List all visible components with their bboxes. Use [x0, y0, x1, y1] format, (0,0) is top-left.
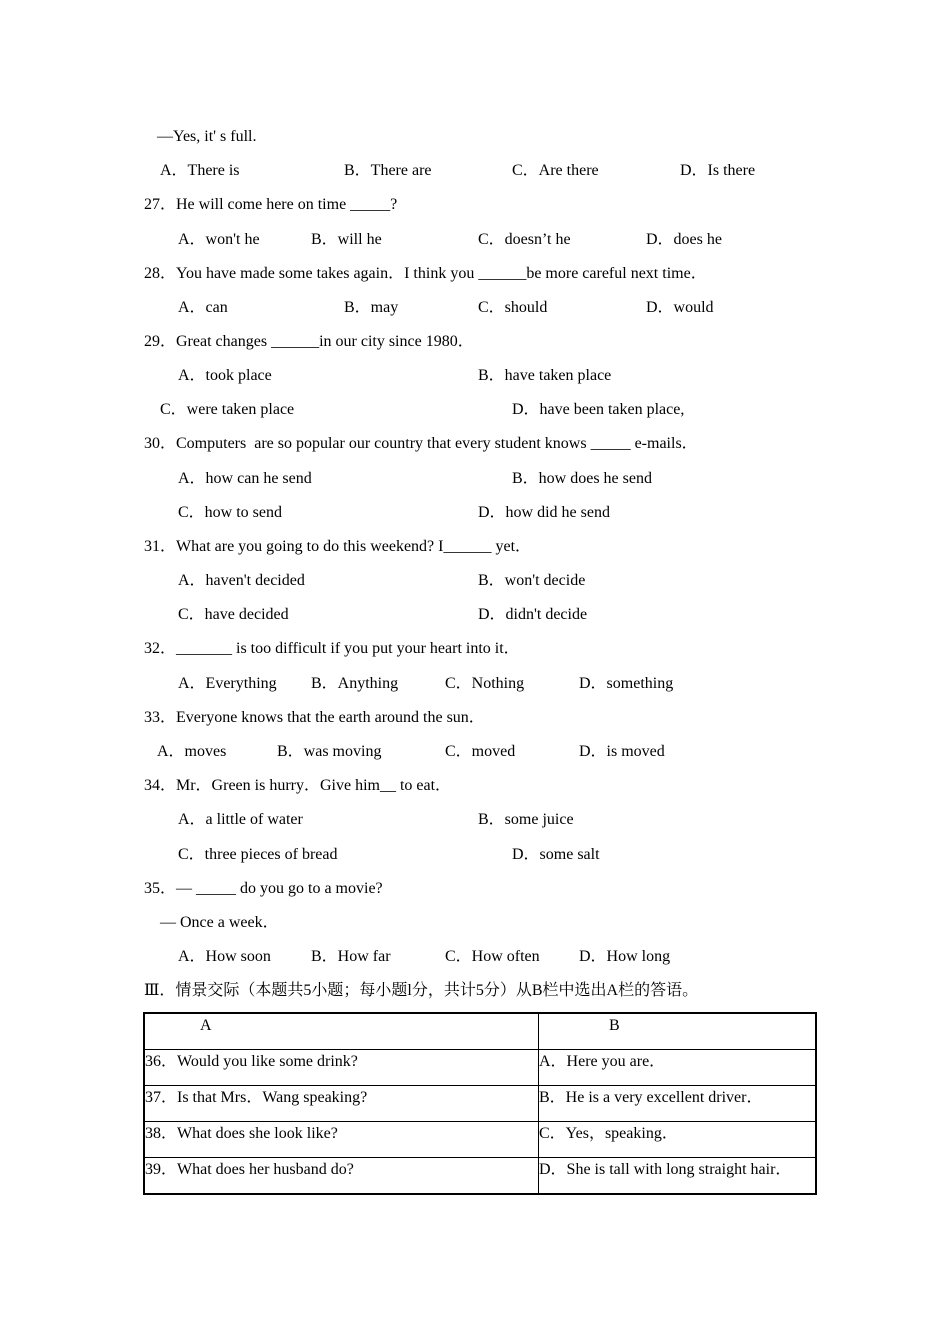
q30: 30．Computers are so popular our country that every student knows _____ e-mails．: [144, 435, 698, 452]
matching-table: [143, 1012, 817, 1195]
table-row: [144, 1158, 816, 1195]
q33-c: C．moved: [445, 743, 516, 760]
ans-35: — Once a week．: [160, 914, 279, 931]
q29-d: D．have been taken place,: [512, 401, 685, 418]
q26-b: B．There are: [344, 162, 432, 179]
q29-b: B．have taken place: [478, 367, 612, 384]
q27-c: C．doesn’t he: [478, 231, 571, 248]
table-row: [144, 1050, 816, 1086]
q32-d: D．something: [579, 675, 674, 692]
column-a-header: A: [144, 1013, 539, 1050]
q31-a: A．haven't decided: [178, 572, 305, 589]
q27-a: A．won't he: [178, 231, 260, 248]
table-header-row: [144, 1013, 816, 1050]
q30-a: A．how can he send: [178, 470, 312, 487]
question-36: 36．Would you like some drink?: [144, 1050, 539, 1086]
q30-c: C．how to send: [178, 504, 283, 521]
q26-c: C．Are there: [512, 162, 599, 179]
q29: 29．Great changes ______in our city since 1980．: [144, 333, 474, 350]
q33-b: B．was moving: [277, 743, 382, 760]
table-row: [144, 1086, 816, 1122]
q34-c: C．three pieces of bread: [178, 846, 338, 863]
q33: 33．Everyone knows that the earth around the sun．: [144, 709, 485, 726]
q35-d: D．How long: [579, 948, 671, 965]
answer-d: D．She is tall with long straight hair．: [539, 1158, 817, 1195]
column-b-header: B: [539, 1013, 817, 1050]
q33-a: A．moves: [157, 743, 227, 760]
q35-c: C．How often: [445, 948, 540, 965]
q34-b: B．some juice: [478, 811, 574, 828]
question-39: 39．What does her husband do?: [144, 1158, 539, 1195]
q28-a: A．can: [178, 299, 228, 316]
q31-c: C．have decided: [178, 606, 289, 623]
q35-b: B．How far: [311, 948, 391, 965]
q32-c: C．Nothing: [445, 675, 525, 692]
q28-d: D．would: [646, 299, 714, 316]
q34-d: D．some salt: [512, 846, 600, 863]
q32-a: A．Everything: [178, 675, 277, 692]
q34: 34．Mr．Green is hurry．Give him__ to eat．: [144, 777, 452, 794]
q28-c: C．should: [478, 299, 548, 316]
table-row: [144, 1122, 816, 1158]
q28-b: B．may: [344, 299, 399, 316]
q31: 31．What are you going to do this weekend? I______ yet．: [144, 538, 532, 555]
q27-b: B．will he: [311, 231, 382, 248]
section-3-title: Ⅲ．情景交际（本题共5小题；每小题l分，共计5分）从B栏中选出A栏的答语。: [144, 982, 699, 999]
q34-a: A．a little of water: [178, 811, 303, 828]
answer-c: C．Yes，speaking．: [539, 1122, 817, 1158]
q28: 28．You have made some takes again．I think you ______be more careful next time．: [144, 265, 707, 282]
q29-c: C．were taken place: [160, 401, 295, 418]
q32: 32．_______ is too difficult if you put your heart into it．: [144, 640, 520, 657]
ans-25: —Yes, it' s full.: [157, 128, 257, 145]
q26-a: A．There is: [160, 162, 240, 179]
question-38: 38．What does she look like?: [144, 1122, 539, 1158]
q30-d: D．how did he send: [478, 504, 610, 521]
q27-d: D．does he: [646, 231, 722, 248]
q29-a: A．took place: [178, 367, 272, 384]
q32-b: B．Anything: [311, 675, 399, 692]
question-37: 37．Is that Mrs．Wang speaking?: [144, 1086, 539, 1122]
q33-d: D．is moved: [579, 743, 665, 760]
q31-d: D．didn't decide: [478, 606, 588, 623]
q30-b: B．how does he send: [512, 470, 652, 487]
q35: 35．— _____ do you go to a movie?: [144, 880, 383, 897]
q27: 27．He will come here on time _____?: [144, 196, 398, 213]
q26-d: D．Is there: [680, 162, 756, 179]
q31-b: B．won't decide: [478, 572, 586, 589]
q35-a: A．How soon: [178, 948, 271, 965]
answer-a: A．Here you are．: [539, 1050, 817, 1086]
answer-b: B．He is a very excellent driver．: [539, 1086, 817, 1122]
